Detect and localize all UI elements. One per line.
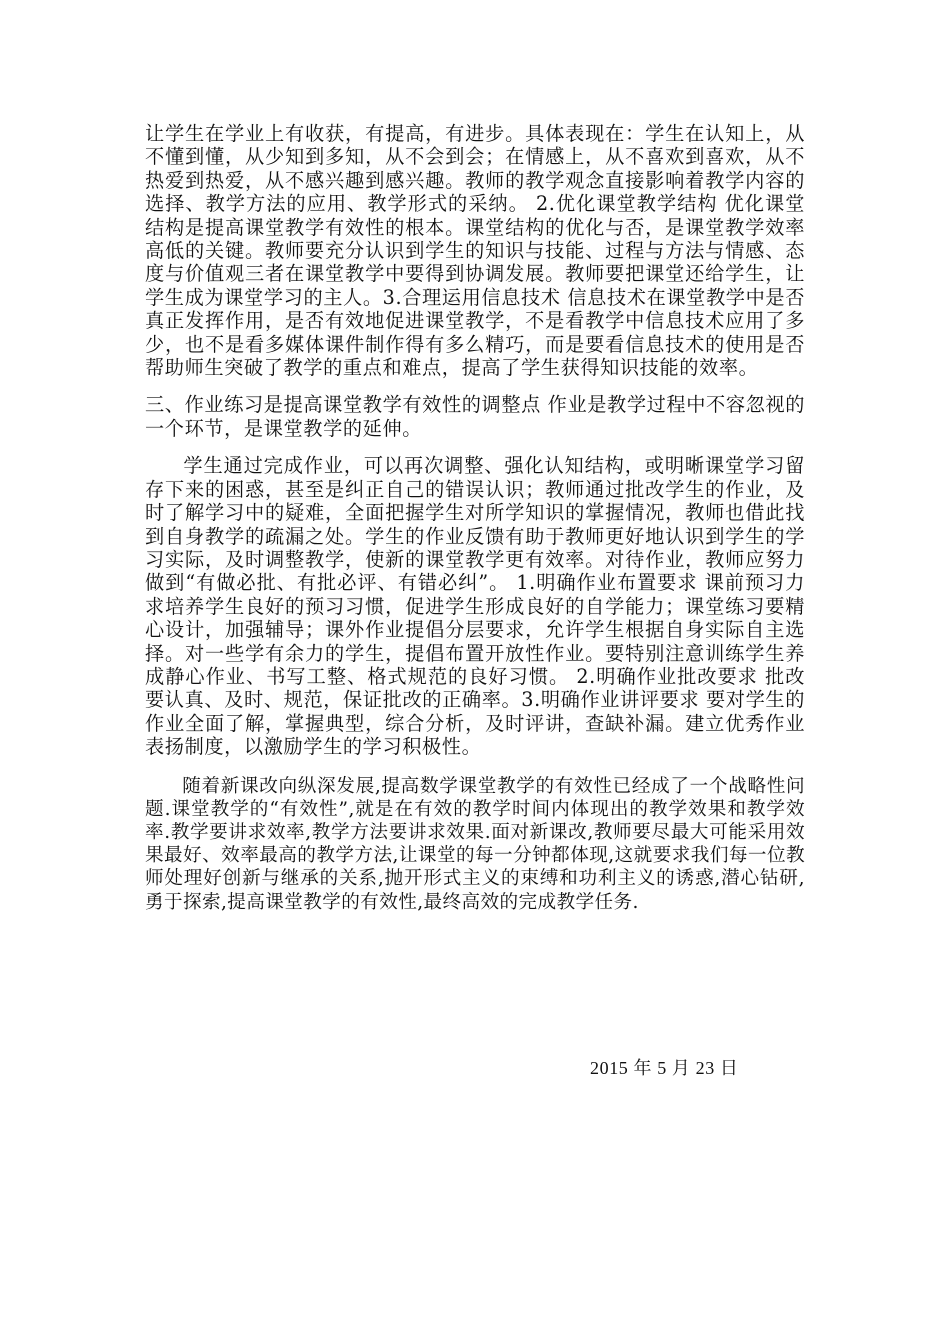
document-date: 2015 年 5 月 23 日 — [590, 1058, 739, 1078]
paragraph-homework-details: 学生通过完成作业，可以再次调整、强化认知结构，或明晰课堂学习留存下来的困惑，甚至是纠正自己的错误认识；教师通过批改学生的作业，及时了解学习中的疑难，全面把握学生对所学知识的掌握情况，教师也借此找到自身教学的疏漏之处。学生的作业反馈有助于教师更好地认识到学生的学习实际，及时调整教学，使新的课堂教学更有效率。对待作业，教师应努力做到“有做必批、有批必评、有错必纠”。 1.明确作业布置要求 课前预习力求培养学生良好的预习习惯，促进学生形成良好的自学能力；课堂练习要精心设计，加强辅导；课外作业提倡分层要求，允许学生根据自身实际自主选择。对一些学有余力的学生，提倡布置开放性作业。要特别注意训练学生养成静心作业、书写工整、格式规范的良好习惯。 2.明确作业批改要求 批改要认真、及时、规范，保证批改的正确率。3.明确作业讲评要求 要对学生的作业全面了解，掌握典型，综合分析，及时评讲，查缺补漏。建立优秀作业表扬制度，以激励学生的学习积极性。 — [145, 454, 805, 759]
paragraph-homework-heading: 三、作业练习是提高课堂教学有效性的调整点 作业是教学过程中不容忽视的一个环节，是课堂教学的延伸。 — [145, 393, 805, 440]
document-body — [145, 122, 805, 914]
paragraph-conclusion: 随着新课改向纵深发展,提高数学课堂教学的有效性已经成了一个战略性问题.课堂教学的“有效性”,就是在有效的教学时间内体现出的教学效果和教学效率.教学要讲求效率,教学方法要讲求效果.面对新课改,教师要尽最大可能采用效果最好、效率最高的教学方法,让课堂的每一分钟都体现,这就要求我们每一位教师处理好创新与继承的关系,抛开形式主义的束缚和功利主义的诱惑,潜心钻研,勇于探索,提高课堂教学的有效性,最终高效的完成教学任务. — [145, 775, 805, 913]
paragraph-teaching-structure: 让学生在学业上有收获，有提高，有进步。具体表现在：学生在认知上，从不懂到懂，从少知到多知，从不会到会；在情感上，从不喜欢到喜欢，从不热爱到热爱，从不感兴趣到感兴趣。教师的教学观念直接影响着教学内容的选择、教学方法的应用、教学形式的采纳。 2.优化课堂教学结构 优化课堂结构是提高课堂教学有效性的根本。课堂结构的优化与否，是课堂教学效率高低的关键。教师要充分认识到学生的知识与技能、过程与方法与情感、态度与价值观三者在课堂教学中要得到协调发展。教师要把课堂还给学生，让学生成为课堂学习的主人。3.合理运用信息技术 信息技术在课堂教学中是否真正发挥作用，是否有效地促进课堂教学，不是看教学中信息技术应用了多少，也不是看多媒体课件制作得有多么精巧，而是要看信息技术的使用是否帮助师生突破了教学的重点和难点，提高了学生获得知识技能的效率。 — [145, 122, 805, 380]
